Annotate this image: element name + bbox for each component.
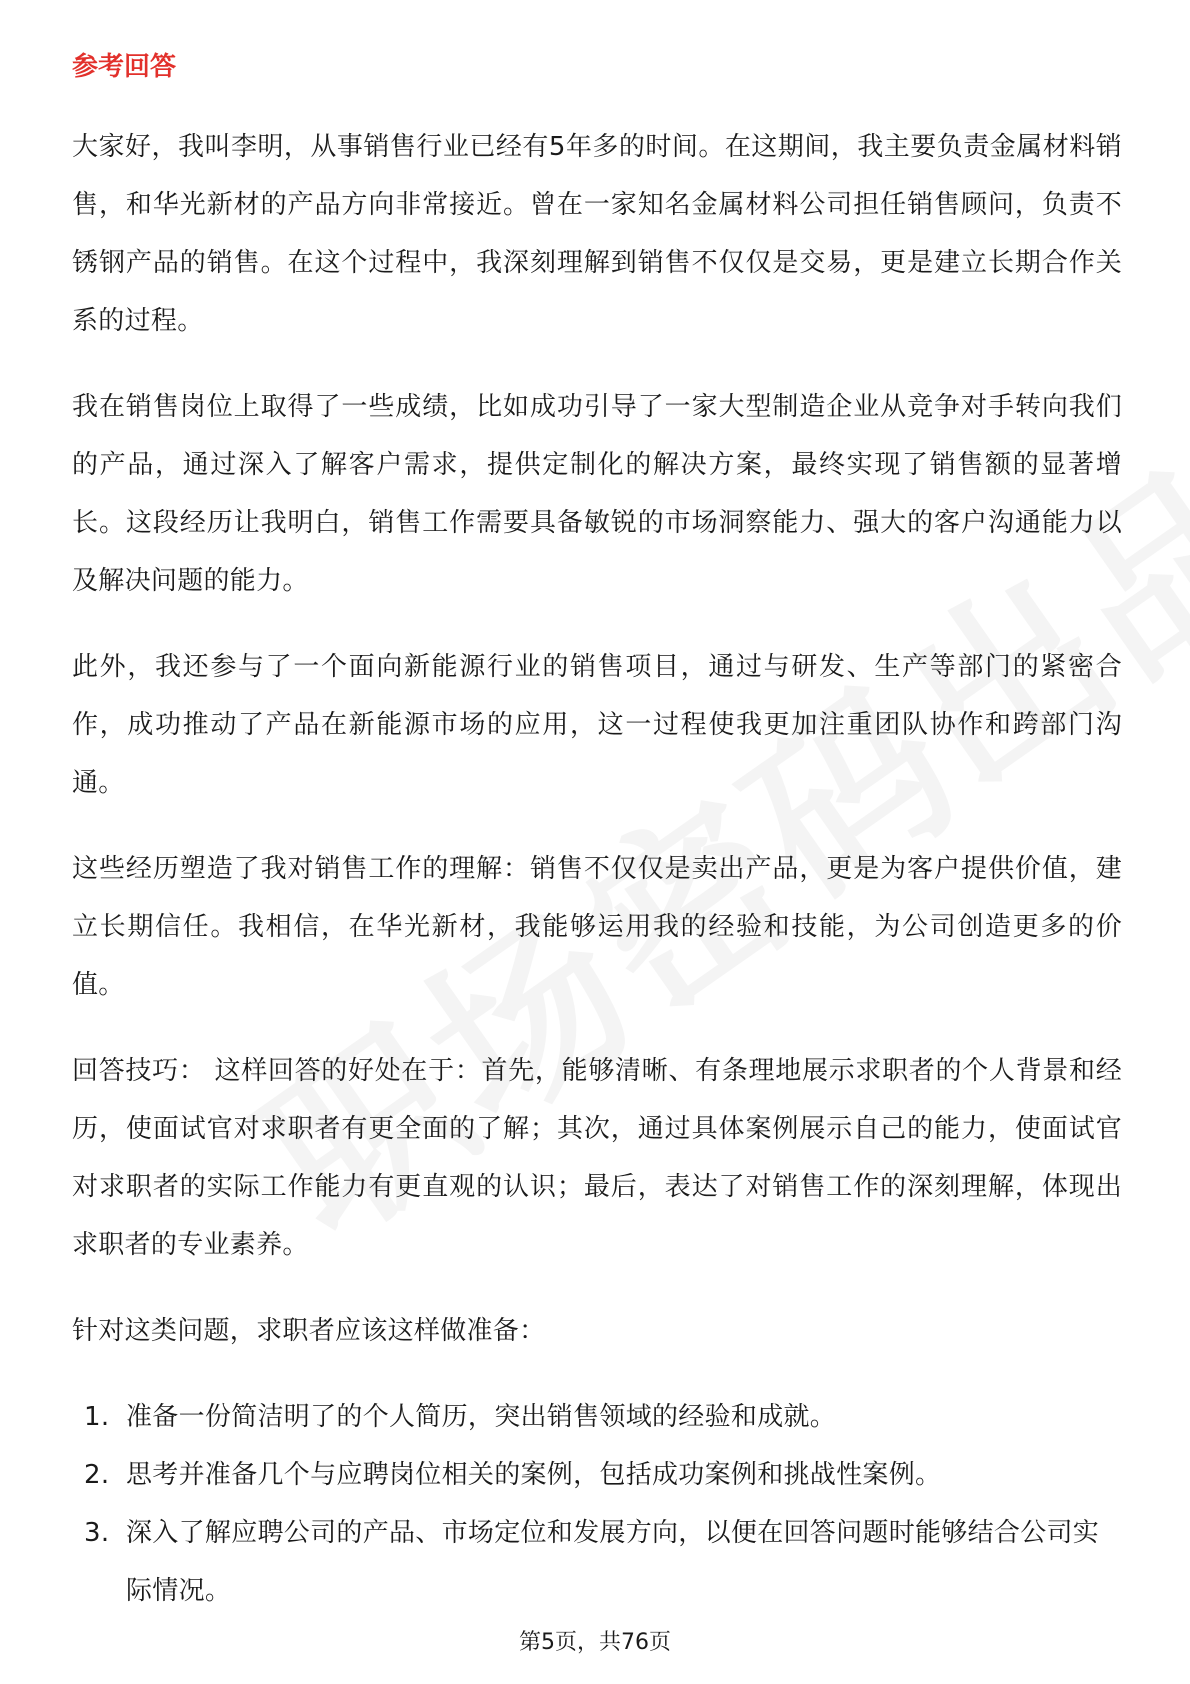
list-item bbox=[72, 1504, 1122, 1620]
list-number: 3. bbox=[84, 1518, 110, 1548]
page-number: 第5页，共76页 bbox=[519, 1630, 671, 1655]
paragraph-tips: 回答技巧： 这样回答的好处在于：首先，能够清晰、有条理地展示求职者的个人背景和经历，使面试官对求职者有更全面的了解；其次，通过具体案例展示自己的能力，使面试官对求职者的实际工作能力有更直观的认识；最后，表达了对销售工作的深刻理解，体现出求职者的专业素养。 bbox=[72, 1056, 1122, 1260]
list-text: 思考并准备几个与应聘岗位相关的案例，包括成功案例和挑战性案例。 bbox=[126, 1460, 942, 1490]
content bbox=[72, 50, 1122, 1620]
section-title: 参考回答 bbox=[72, 52, 177, 82]
preparation-list bbox=[72, 1388, 1122, 1620]
paragraph-preparation-intro: 针对这类问题，求职者应该这样做准备： bbox=[72, 1316, 546, 1346]
list-text: 深入了解应聘公司的产品、市场定位和发展方向，以便在回答问题时能够结合公司实际情况。 bbox=[126, 1518, 1100, 1606]
paragraph-understanding: 这些经历塑造了我对销售工作的理解：销售不仅仅是卖出产品，更是为客户提供价值，建立长期信任。我相信，在华光新材，我能够运用我的经验和技能，为公司创造更多的价值。 bbox=[72, 854, 1122, 1000]
list-number: 2. bbox=[84, 1460, 110, 1490]
list-item bbox=[72, 1388, 1122, 1446]
list-text: 准备一份简洁明了的个人简历，突出销售领域的经验和成就。 bbox=[126, 1402, 837, 1432]
list-number: 1. bbox=[84, 1402, 110, 1432]
paragraph-intro: 大家好，我叫李明，从事销售行业已经有5年多的时间。在这期间，我主要负责金属材料销售，和华光新材的产品方向非常接近。曾在一家知名金属材料公司担任销售顾问，负责不锈钢产品的销售。在这个过程中，我深刻理解到销售不仅仅是交易，更是建立长期合作关系的过程。 bbox=[72, 132, 1122, 336]
list-item bbox=[72, 1446, 1122, 1504]
paragraph-project: 此外，我还参与了一个面向新能源行业的销售项目，通过与研发、生产等部门的紧密合作，成功推动了产品在新能源市场的应用，这一过程使我更加注重团队协作和跨部门沟通。 bbox=[72, 652, 1122, 798]
paragraph-achievements: 我在销售岗位上取得了一些成绩，比如成功引导了一家大型制造企业从竞争对手转向我们的产品，通过深入了解客户需求，提供定制化的解决方案，最终实现了销售额的显著增长。这段经历让我明白，销售工作需要具备敏锐的市场洞察能力、强大的客户沟通能力以及解决问题的能力。 bbox=[72, 392, 1122, 596]
